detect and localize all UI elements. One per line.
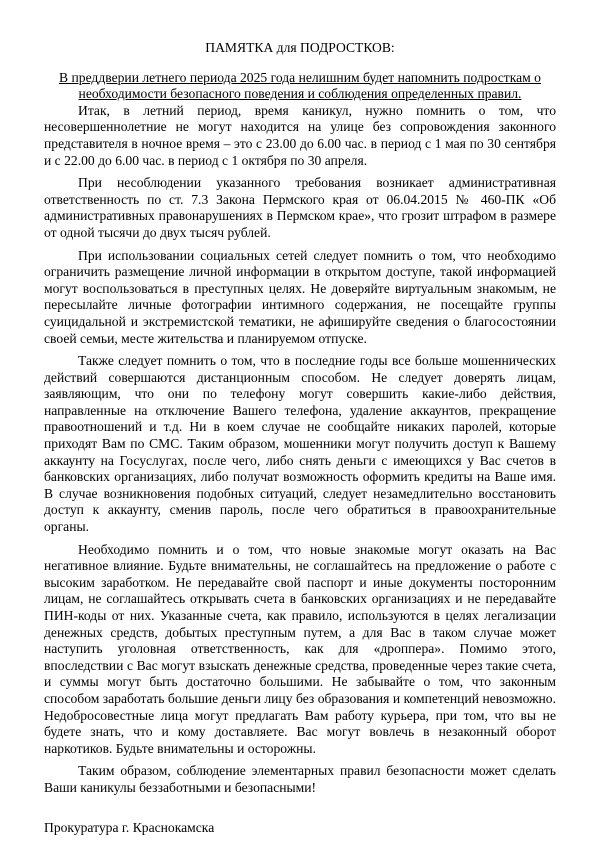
document-subtitle: В преддверии летнего периода 2025 года нелишним будет напомнить подросткам о необходимости безопасного поведения и соблюдения определенных правил. [59, 69, 541, 102]
paragraph-new-acquaintances: Необходимо помнить и о том, что новые знакомые могут оказать на Вас негативное влияние. Будьте внимательны, не соглашайтесь на предложение о работе с высоким заработком. Не передавайте свой паспорт и иные документы посторонним лицам, не соглашайтесь открывать счета в банковских организациях и не передавайте ПИН-коды от них. Указанные счета, как правило, используются в целях легализации денежных средств, добытых преступным путем, а для Вас в таком случае может наступить уголовная ответственность, как для «дроппера». Помимо этого, впоследствии с Вас могут взыскать денежные средства, проведенные через такие счета, и суммы могут быть достаточно большими. Не забывайте о том, что законным способом заработать большие деньги лицу без образования и компетенций невозможно. Недобросовестные лица могут предлагать Вам работу курьера, при том, что вы не будете знать, что и кому доставляете. Вас могут вовлечь в незаконный оборот наркотиков. Будьте внимательны и осторожны. [44, 541, 556, 756]
paragraph-curfew: Итак, в летний период, время каникул, нужно помнить о том, что несовершеннолетние не могут находится на улице без сопровождения законного представителя в ночное время – это с 23.00 до 6.00 час. в период с 1 мая по 30 сентября и с 22.00 до 6.00 час. в период с 1 октября по 30 апреля. [44, 102, 556, 168]
paragraph-fraud: Также следует помнить о том, что в последние годы все больше мошеннических действий совершаются дистанционным способом. Не следует доверять лицам, заявляющим, что они по телефону могут совершить какие-либо действия, направленные на отключение Вашего телефона, удаление аккаунтов, прекращение правоотношений и т.д. Ни в коем случае не сообщайте никаких паролей, которые приходят Вам по СМС. Таким образом, мошенники могут получить доступ к Вашему аккаунту на Госуслугах, после чего, либо снять деньги с имеющихся у Вас счетов в банковских организациях, либо получат возможность оформить кредиты на Ваше имя. В случае возникновения подобных ситуаций, следует незамедлительно восстановить доступ к аккаунту, сменив пароль, после чего обратиться в правоохранительные органы. [44, 353, 556, 535]
signature: Прокуратура г. Краснокамска [44, 819, 215, 835]
paragraph-conclusion: Таким образом, соблюдение элементарных правил безопасности может сделать Ваши каникулы беззаботными и безопасными! [44, 763, 556, 795]
document-title: ПАМЯТКА для ПОДРОСТКОВ: [205, 40, 395, 55]
paragraph-liability: При несоблюдении указанного требования возникает административная ответственность по ст. 7.3 Закона Пермского края от 06.04.2015 № 460-ПК «Об административных правонарушениях в Пермском крае», что грозит штрафом в размере от одной тысячи до двух тысяч рублей. [44, 175, 556, 240]
paragraph-social-networks: При использовании социальных сетей следует помнить о том, что необходимо ограничить размещение личной информации в открытом доступе, такой информацией могут воспользоваться в преступных целях. Не доверяйте виртуальным знакомым, не пересылайте личные фотографии интимного содержания, не посещайте группы суицидальной и экстремистской тематики, не афишируйте сведения о благосостоянии своей семьи, месте жительства и планируемом отпуске. [44, 247, 556, 346]
